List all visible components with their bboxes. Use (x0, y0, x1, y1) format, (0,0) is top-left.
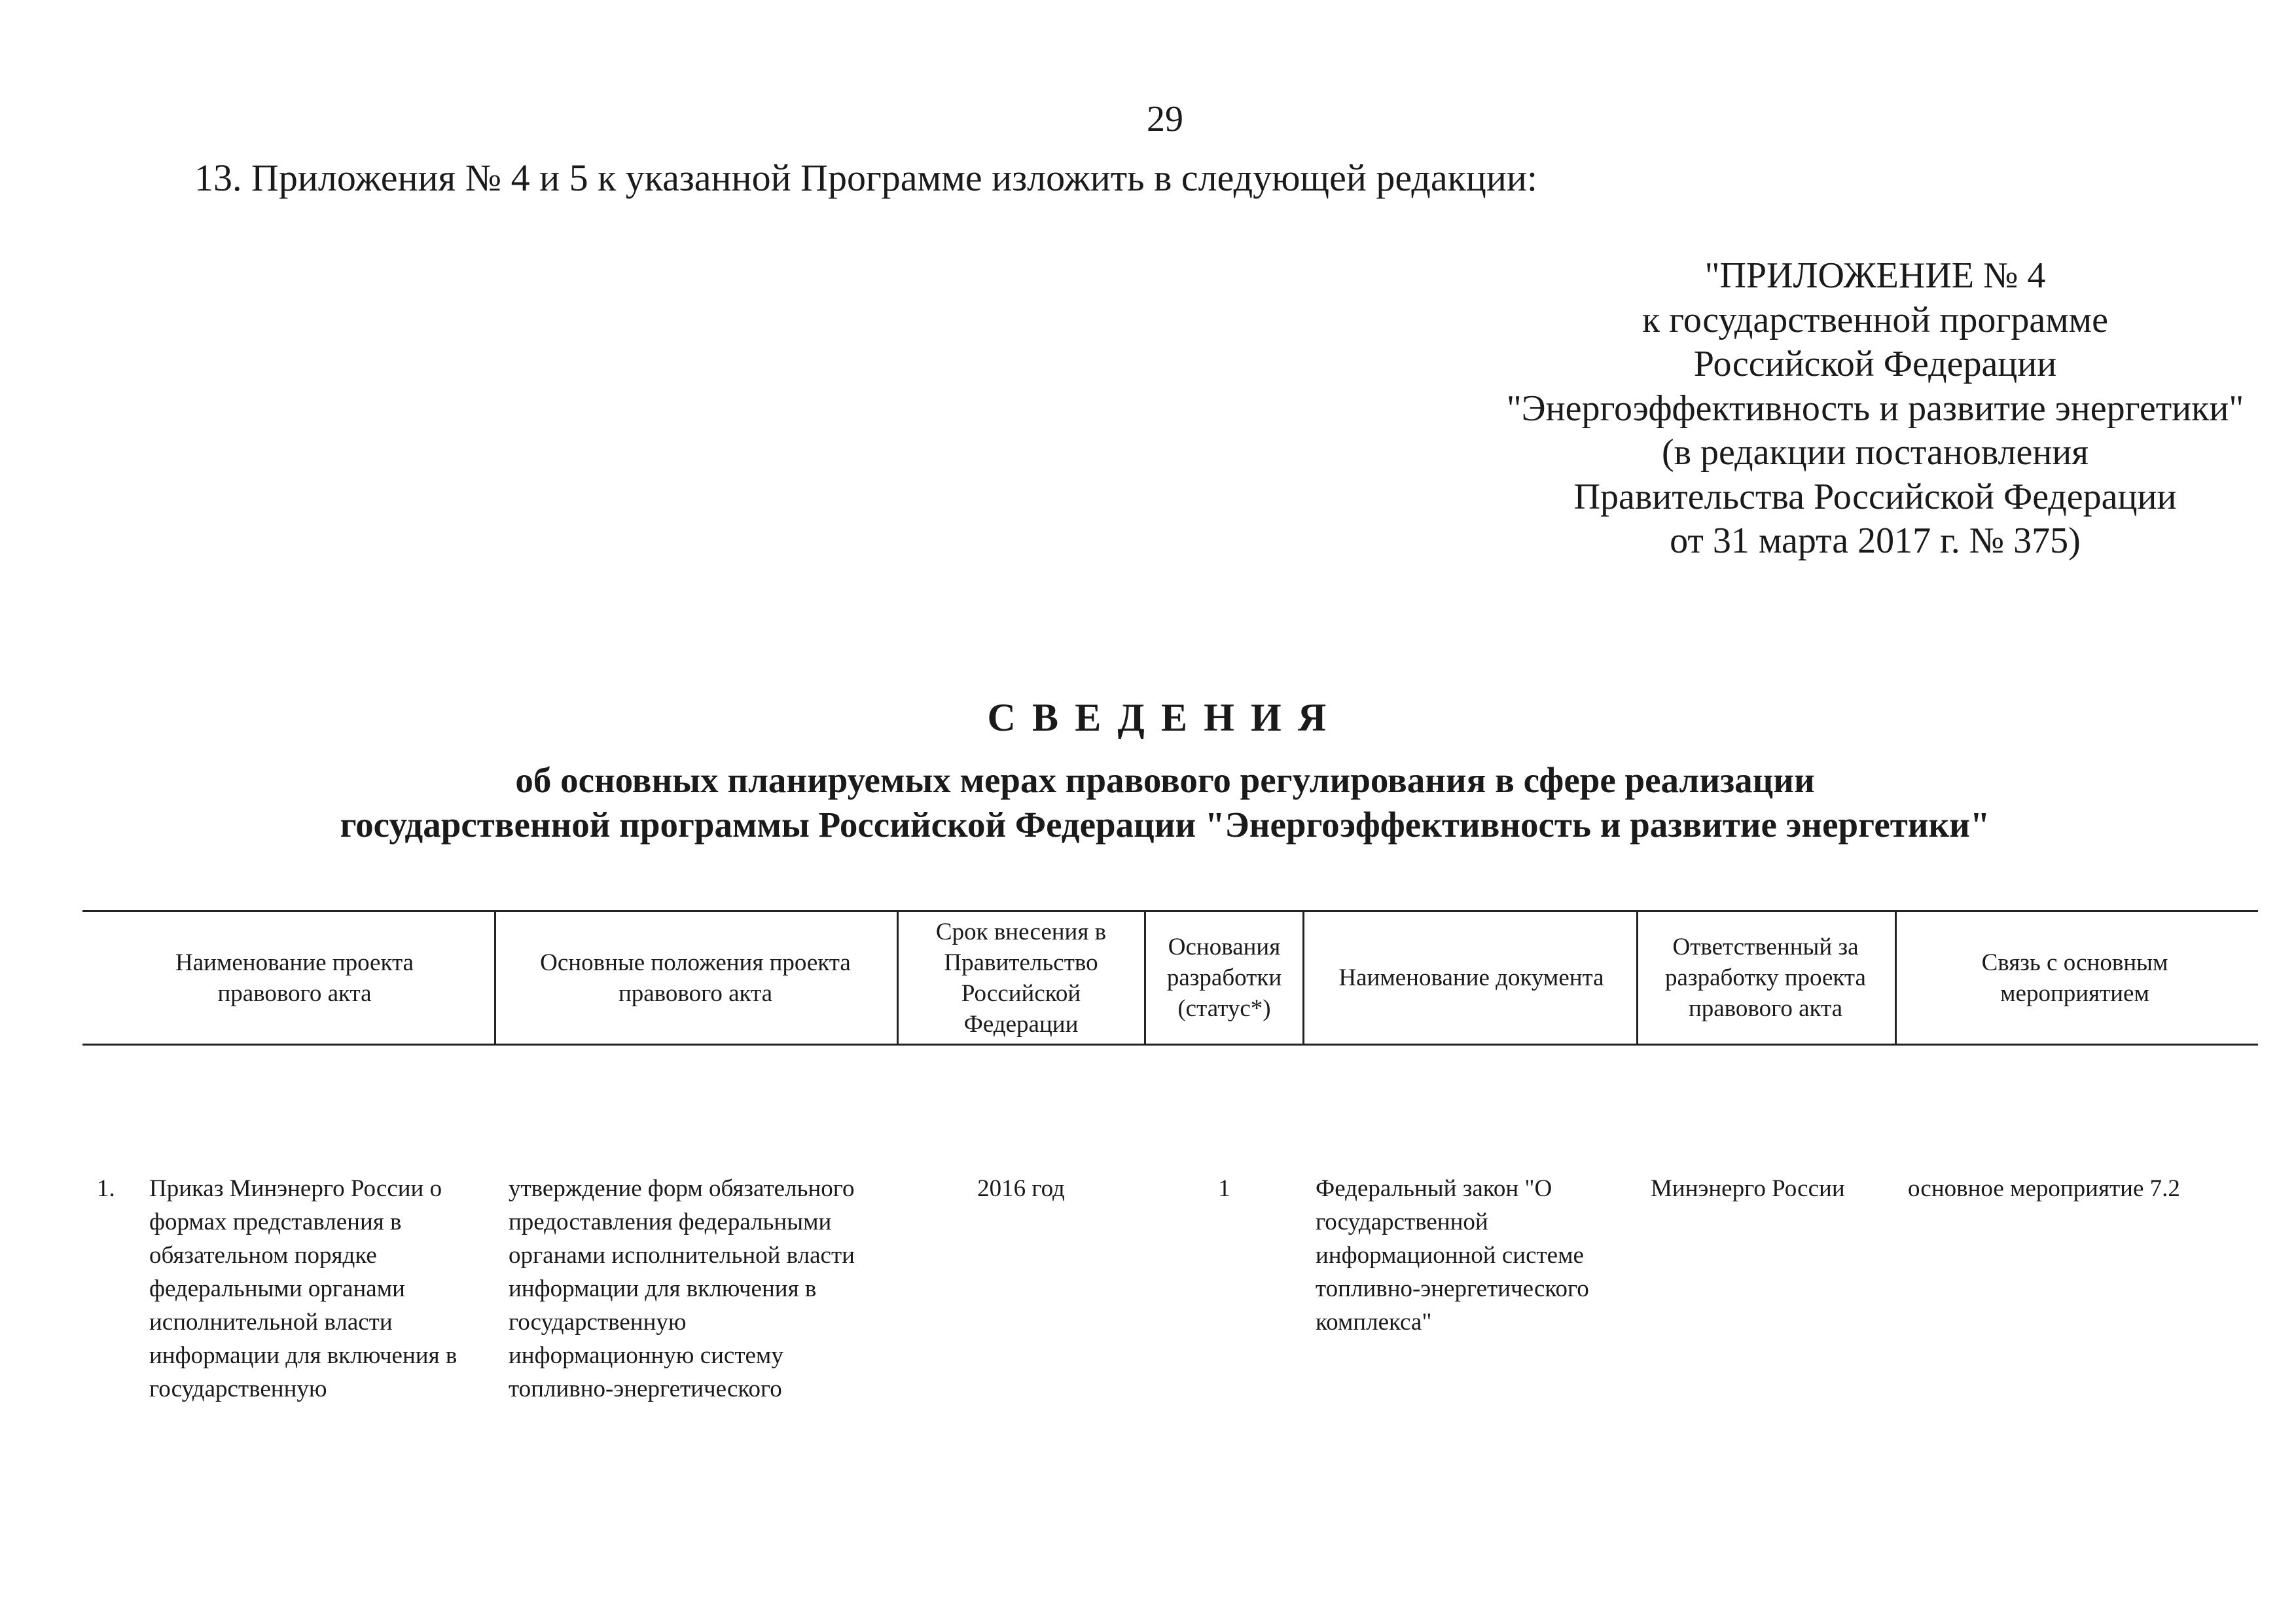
header-main-activity-link: Связь с основным мероприятием (1981, 949, 2168, 1007)
appendix-line: Российской Федерации (1693, 344, 2057, 384)
page-number: 29 (1147, 99, 1183, 139)
appendix-line: от 31 марта 2017 г. № 375) (1670, 520, 2081, 561)
table-header-rule (82, 1044, 2258, 1046)
header-basis: Основания разработки (статус*) (1166, 934, 1282, 1022)
header-responsible: Ответственный за разработку проекта правового акта (1665, 934, 1866, 1022)
cell-main-activity-link: основное мероприятие 7.2 (1908, 1175, 2180, 1202)
document-title: СВЕДЕНИЯ (987, 696, 1343, 739)
appendix-header (1352, 254, 2296, 564)
appendix-line: к государственной программе (1642, 299, 2108, 340)
row-number: 1. (97, 1175, 115, 1202)
header-project-name: Наименование проекта правового акта (175, 949, 414, 1007)
column-divider (1144, 912, 1146, 1044)
column-divider (494, 912, 496, 1044)
column-divider (897, 912, 899, 1044)
appendix-line: "ПРИЛОЖЕНИЕ № 4 (1704, 255, 2046, 296)
column-divider (1895, 912, 1897, 1044)
appendix-line: (в редакции постановления (1661, 432, 2089, 473)
header-deadline: Срок внесения в Правительство Российской Федерации (935, 918, 1107, 1038)
cell-responsible: Минэнерго России (1651, 1175, 1845, 1202)
document-subtitle (0, 758, 2296, 847)
header-main-provisions: Основные положения проекта правового акта (540, 949, 851, 1007)
subtitle-line: об основных планируемых мерах правового регулирования в сфере реализации (515, 760, 1815, 800)
appendix-line: Правительства Российской Федерации (1573, 476, 2177, 517)
cell-basis: 1 (1218, 1175, 1230, 1202)
cell-project-name: Приказ Минэнерго России о формах представления в обязательном порядке федеральными органами исполнительной власти информации для включения в государственную (149, 1175, 457, 1402)
appendix-line: "Энергоэффективность и развитие энергетики" (1506, 388, 2244, 429)
cell-document-name: Федеральный закон "О государственной информационной системе топливно-энергетического комплекса" (1316, 1175, 1589, 1336)
cell-deadline: 2016 год (977, 1175, 1065, 1202)
column-divider (1302, 912, 1304, 1044)
intro-paragraph: 13. Приложения № 4 и 5 к указанной Программе изложить в следующей редакции: (194, 156, 1538, 199)
subtitle-line: государственной программы Российской Федерации "Энергоэффективность и развитие энергетики" (340, 805, 1990, 845)
cell-main-provisions: утверждение форм обязательного предоставления федеральными органами исполнительной власти информации для включения в государственную информационную систему топливно-энергетического (509, 1175, 855, 1402)
column-divider (1636, 912, 1638, 1044)
header-document-name: Наименование документа (1338, 964, 1604, 991)
